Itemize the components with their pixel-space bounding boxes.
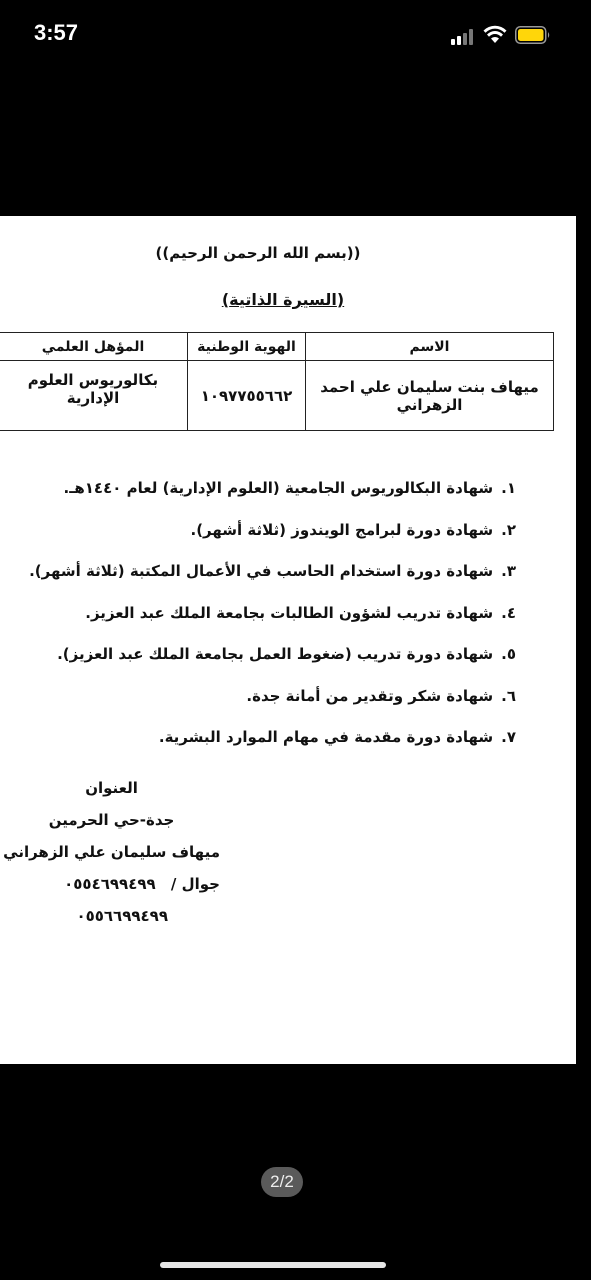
mobile-number-1: ٠٥٥٤٦٩٩٤٩٩ [64, 875, 156, 893]
cell-qualification: بكالوريوس العلوم الإدارية [0, 361, 188, 431]
wifi-icon [482, 25, 508, 45]
certificates-list [29, 468, 516, 759]
list-item-number: ١. [501, 479, 516, 497]
table-header-row [0, 333, 554, 361]
header-name: الاسم [306, 333, 554, 361]
list-item-text: شهادة تدريب لشؤون الطالبات بجامعة الملك عبد العزيز. [85, 603, 494, 622]
mobile-number-2: ٠٥٥٦٦٩٩٤٩٩ [76, 907, 168, 925]
cell-national-id: ١٠٩٧٧٥٥٦٦٢ [188, 361, 306, 431]
list-item [46, 676, 516, 718]
mobile-line-1 [3, 868, 220, 900]
list-item-text: شهادة دورة استخدام الحاسب في الأعمال المكتبة (ثلاثة أشهر). [29, 562, 494, 580]
mobile-label: جوال / [170, 875, 220, 893]
list-item-number: ٧. [501, 728, 516, 746]
page-indicator: 2/2 [261, 1167, 303, 1197]
status-bar [0, 0, 591, 70]
list-item [29, 551, 516, 593]
basmala-heading: ((بسم الله الرحمن الرحيم)) [155, 244, 361, 262]
list-item [46, 468, 516, 510]
list-item-number: ٣. [501, 562, 516, 580]
header-national-id: الهوية الوطنية [188, 333, 306, 361]
header-qualification: المؤهل العلمي [0, 333, 188, 361]
address-block [3, 772, 220, 932]
document-title: (السيرة الذاتية) [221, 290, 345, 309]
status-time: 3:57 [34, 20, 79, 45]
list-item-number: ٤. [501, 603, 516, 622]
list-item-text: شهادة دورة لبرامج الويندوز (ثلاثة أشهر). [190, 520, 494, 539]
personal-info-table [0, 332, 554, 431]
list-item [46, 510, 516, 552]
address-city: جدة-حي الحرمين [48, 811, 175, 829]
list-item-text: شهادة شكر وتقدير من أمانة جدة. [246, 686, 494, 705]
home-indicator[interactable] [160, 1262, 386, 1268]
list-item [46, 593, 516, 635]
list-item [46, 634, 516, 676]
address-name: ميهاف سليمان علي الزهراني [3, 843, 220, 861]
list-item-text: شهادة البكالوريوس الجامعية (العلوم الإدارية) لعام ١٤٤٠هـ. [63, 479, 494, 497]
address-heading: العنوان [85, 779, 138, 797]
cell-name: ميهاف بنت سليمان علي احمد الزهراني [306, 361, 554, 431]
cellular-signal-icon [451, 29, 477, 45]
document-page [0, 216, 576, 1064]
list-item-number: ٢. [501, 520, 516, 539]
list-item-text: شهادة دورة تدريب (ضغوط العمل بجامعة الملك عبد العزيز). [57, 645, 494, 663]
list-item-text: شهادة دورة مقدمة في مهام الموارد البشرية. [158, 728, 494, 746]
battery-icon [515, 26, 551, 44]
list-item-number: ٦. [501, 686, 516, 705]
list-item-number: ٥. [501, 645, 516, 663]
table-row [0, 361, 554, 431]
mobile-line-2 [3, 900, 220, 932]
list-item [46, 717, 516, 759]
